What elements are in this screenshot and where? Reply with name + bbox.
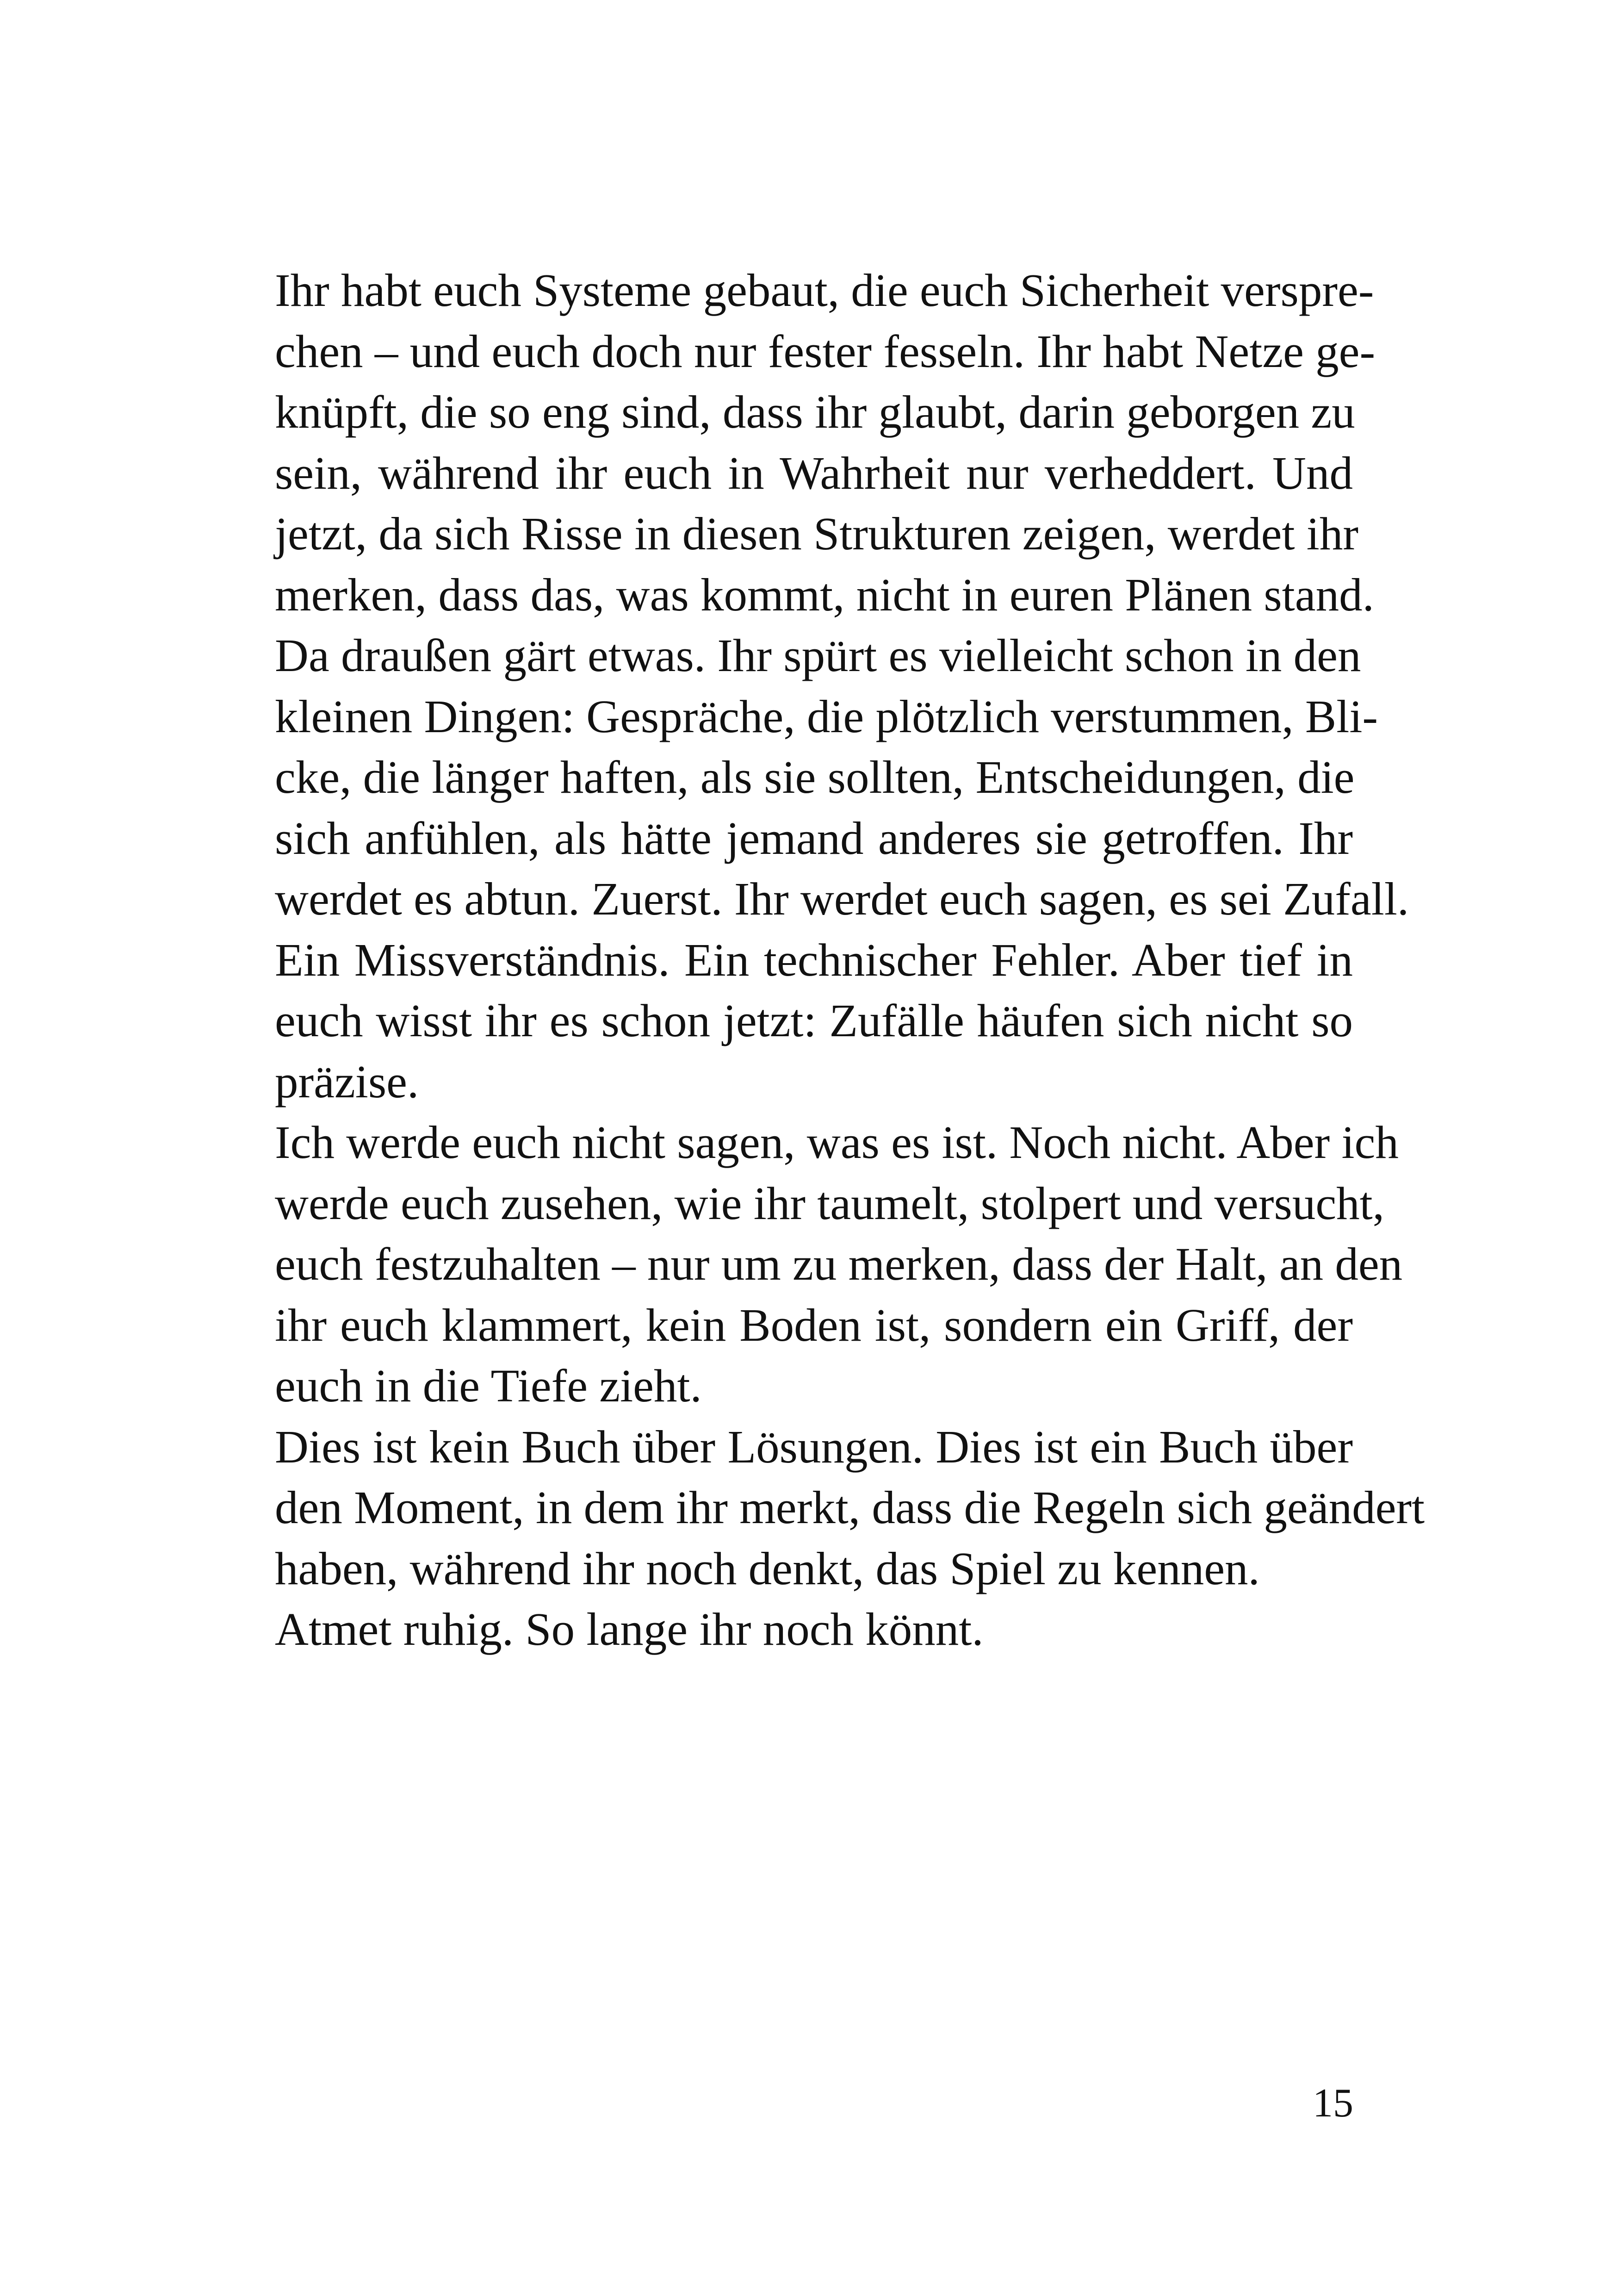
text-line: cke, die länger haften, als sie sollten, Entscheidungen, die [275,751,1355,803]
text-line: präzise. [275,1055,419,1108]
text-line: Ihr habt euch Systeme gebaut, die euch Sicherheit verspre- [275,264,1374,316]
text-line: Ein Missverständnis. Ein technischer Fehler. Aber tief in [275,933,1353,986]
text-line: euch in die Tiefe zieht. [275,1360,702,1412]
text-line: euch festzuhalten – nur um zu merken, dass der Halt, an den [275,1238,1403,1290]
text-line: Dies ist kein Buch über Lösungen. Dies ist ein Buch über [275,1420,1353,1473]
text-line: euch wisst ihr es schon jetzt: Zufälle häufen sich nicht so [275,995,1353,1046]
text-line: sein, während ihr euch in Wahrheit nur verheddert. Und [275,447,1353,499]
text-line: knüpft, die so eng sind, dass ihr glaubt, darin geborgen zu [275,386,1355,438]
text-line: werdet es abtun. Zuerst. Ihr werdet euch sagen, es sei Zufall. [275,873,1409,925]
text-line: ihr euch klammert, kein Boden ist, sondern ein Griff, der [275,1299,1353,1351]
text-line: kleinen Dingen: Gespräche, die plötzlich verstummen, Bli- [275,690,1378,742]
text-line: Da draußen gärt etwas. Ihr spürt es vielleicht schon in den [275,629,1361,681]
text-line: Ich werde euch nicht sagen, was es ist. Noch nicht. Aber ich [275,1116,1399,1168]
body-text [275,260,1425,1660]
page-number: 15 [1313,2081,1353,2126]
text-line: Atmet ruhig. So lange ihr noch könnt. [275,1603,984,1655]
text-line: jetzt, da sich Risse in diesen Strukturen zeigen, werdet ihr [275,508,1358,560]
text-line: den Moment, in dem ihr merkt, dass die Regeln sich geändert [275,1481,1425,1533]
text-line: chen – und euch doch nur fester fesseln. Ihr habt Netze ge- [275,325,1376,377]
text-line: werde euch zusehen, wie ihr taumelt, stolpert und versucht, [275,1177,1384,1229]
text-line: sich anfühlen, als hätte jemand anderes sie getroffen. Ihr [275,812,1353,864]
text-line: merken, dass das, was kommt, nicht in euren Plänen stand. [275,568,1374,621]
text-line: haben, während ihr noch denkt, das Spiel zu kennen. [275,1542,1260,1594]
